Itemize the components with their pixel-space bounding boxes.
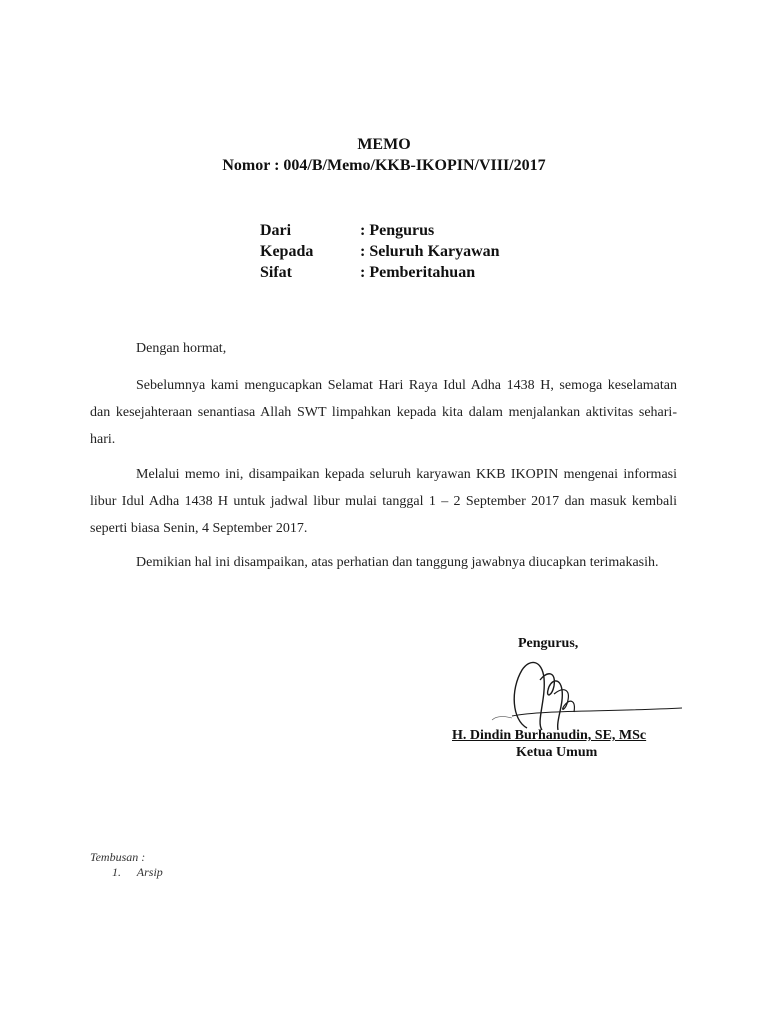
meta-value: : Pemberitahuan — [360, 264, 476, 281]
greeting: Dengan hormat, — [136, 341, 227, 356]
paragraph-closing: Demikian hal ini disampaikan, atas perhatian dan tanggung jawabnya diucapkan terimakasih. — [136, 555, 659, 570]
meta-row-to — [260, 241, 500, 262]
meta-label: Sifat — [260, 264, 292, 281]
cc-item — [112, 865, 163, 880]
cc-item-number: 1. — [112, 865, 121, 879]
handwritten-signature — [452, 650, 692, 732]
meta-row-from — [260, 220, 500, 241]
cc-item-text: Arsip — [136, 865, 163, 879]
paragraph-holiday-info: Melalui memo ini, disampaikan kepada seluruh karyawan KKB IKOPIN mengenai informasi libur Idul Adha 1438 H untuk jadwal libur mulai tanggal 1 – 2 September 2017 dan masuk kembali seperti biasa Senin, 4 September 2017. — [90, 467, 677, 536]
meta-value: : Pengurus — [360, 222, 435, 239]
cc-label: Tembusan : — [90, 850, 146, 864]
memo-number: Nomor : 004/B/Memo/KKB-IKOPIN/VIII/2017 — [222, 157, 546, 174]
signer-title: Ketua Umum — [516, 745, 598, 760]
memo-meta — [260, 220, 500, 283]
memo-title: MEMO — [357, 136, 411, 153]
meta-label: Dari — [260, 222, 292, 239]
paragraph-greetings: Sebelumnya kami mengucapkan Selamat Hari Raya Idul Adha 1438 H, semoga keselamatan dan kesejahteraan senantiasa Allah SWT limpahkan kepada kita dalam menjalankan aktivitas sehari- hari. — [90, 378, 677, 447]
meta-value: : Seluruh Karyawan — [360, 243, 500, 260]
signer-role: Pengurus, — [518, 636, 579, 651]
meta-label: Kepada — [260, 243, 314, 260]
meta-row-nature — [260, 262, 500, 283]
signer-name: H. Dindin Burhanudin, SE, MSc — [452, 728, 647, 743]
